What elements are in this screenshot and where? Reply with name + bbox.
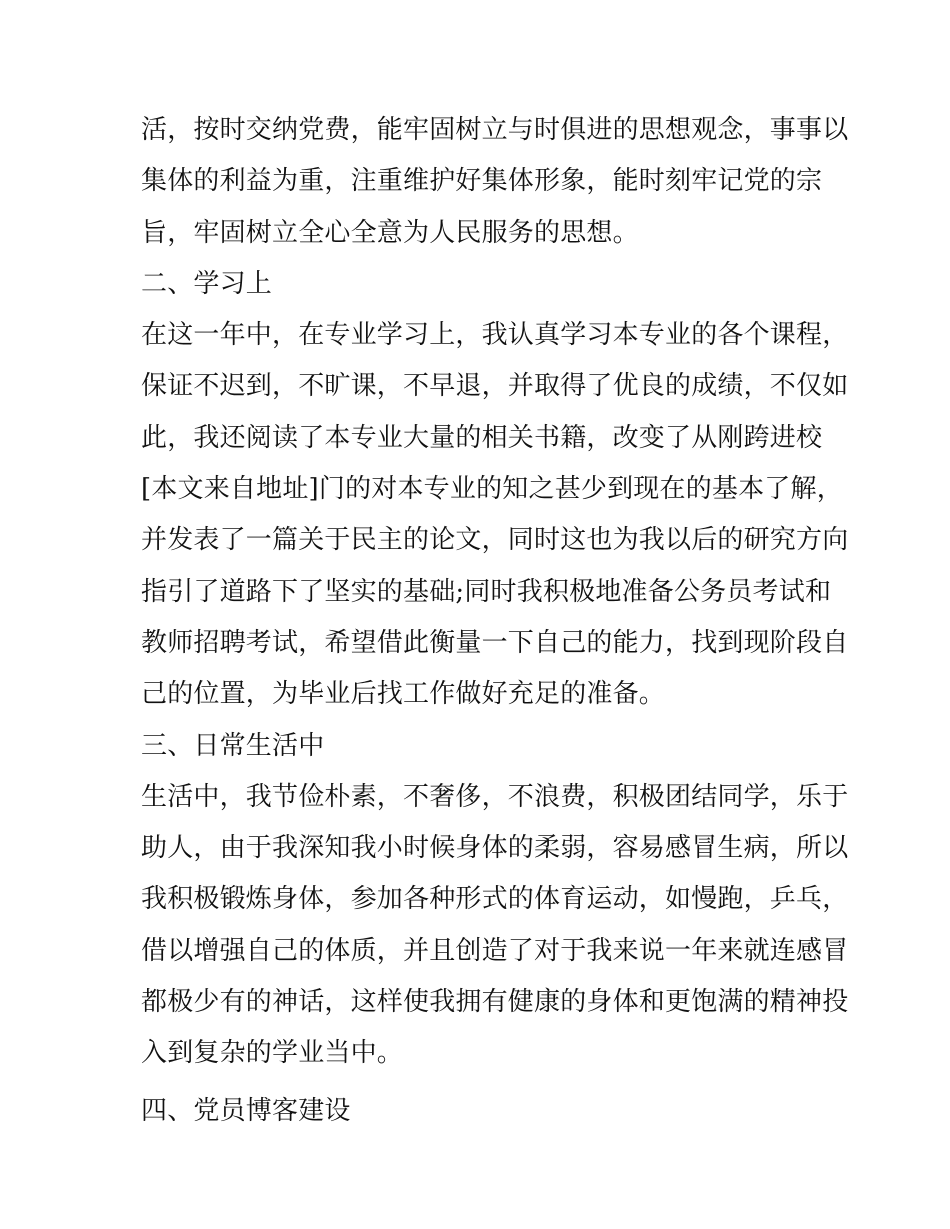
paragraph-line: 集体的利益为重，注重维护好集体形象，能时刻牢记党的宗 bbox=[141, 166, 823, 197]
document-body bbox=[141, 108, 849, 1140]
section-heading-daily-life: 三、日常生活中 bbox=[141, 730, 325, 761]
paragraph-line: 我积极锻炼身体，参加各种形式的体育运动，如慢跑，乒乓， bbox=[141, 884, 849, 915]
paragraph-line: 指引了道路下了坚实的基础;同时我积极地准备公务员考试和 bbox=[141, 576, 832, 607]
paragraph-line: 旨，牢固树立全心全意为人民服务的思想。 bbox=[141, 217, 639, 248]
paragraph-line: 在这一年中，在专业学习上，我认真学习本专业的各个课程， bbox=[141, 320, 849, 351]
paragraph-line: 借以增强自己的体质，并且创造了对于我来说一年来就连感冒 bbox=[141, 935, 849, 966]
paragraph-line: 入到复杂的学业当中。 bbox=[141, 1038, 404, 1069]
paragraph-line: 己的位置，为毕业后找工作做好充足的准备。 bbox=[141, 679, 666, 710]
section-heading-blog: 四、党员博客建设 bbox=[141, 1095, 351, 1126]
paragraph-line: 此，我还阅读了本专业大量的相关书籍，改变了从刚跨进校 bbox=[141, 422, 823, 453]
paragraph-line: 教师招聘考试，希望借此衡量一下自己的能力，找到现阶段自 bbox=[141, 627, 849, 658]
paragraph-line: 助人，由于我深知我小时候身体的柔弱，容易感冒生病，所以 bbox=[141, 833, 849, 864]
paragraph-line: 保证不迟到，不旷课，不早退，并取得了优良的成绩，不仅如 bbox=[141, 371, 849, 402]
section-heading-study: 二、学习上 bbox=[141, 268, 273, 299]
paragraph-line: 活，按时交纳党费，能牢固树立与时俱进的思想观念，事事以 bbox=[141, 115, 849, 145]
paragraph-line: 生活中，我节俭朴素，不奢侈，不浪费，积极团结同学，乐于 bbox=[141, 781, 849, 812]
paragraph-line: [本文来自地址]门的对本专业的知之甚少到现在的基本了解， bbox=[141, 474, 843, 505]
paragraph-line: 都极少有的神话，这样使我拥有健康的身体和更饱满的精神投 bbox=[141, 987, 849, 1018]
paragraph-line: 并发表了一篇关于民主的论文，同时这也为我以后的研究方向 bbox=[141, 525, 849, 556]
